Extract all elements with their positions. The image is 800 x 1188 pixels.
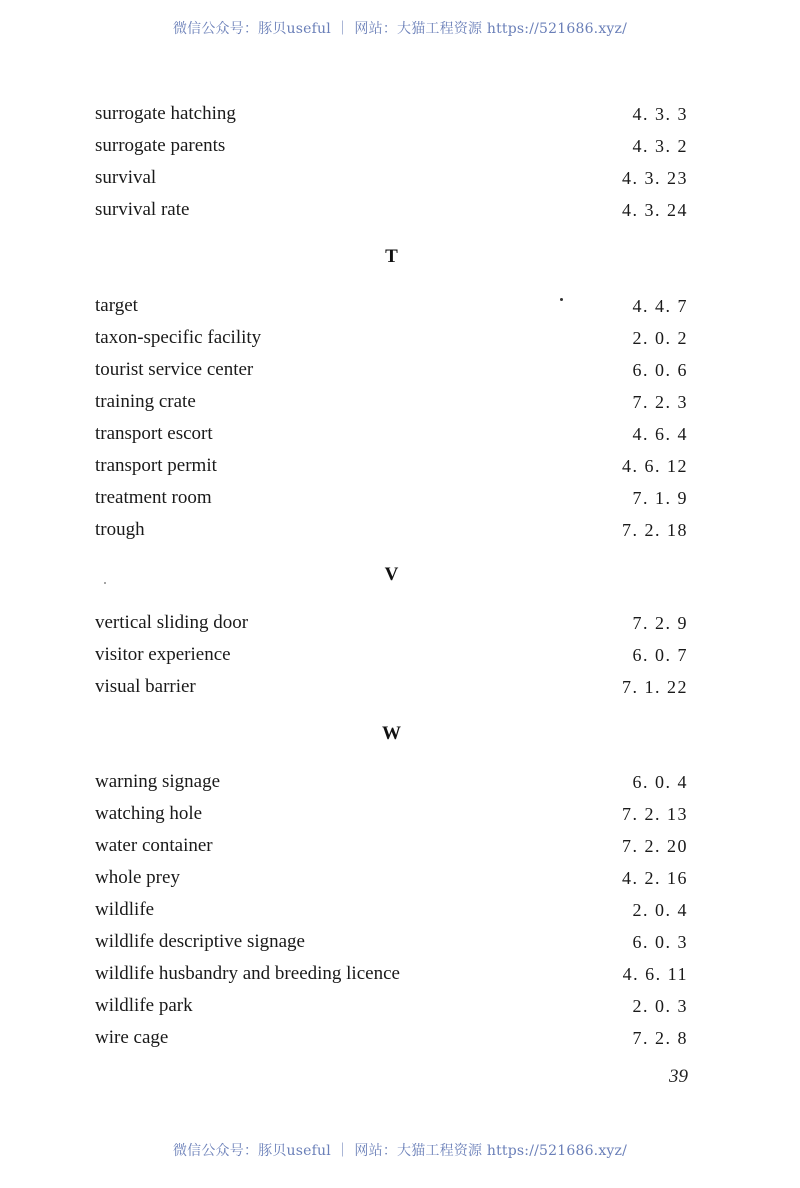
index-ref: 2. 0. 4	[632, 900, 688, 920]
index-entry	[95, 322, 688, 354]
index-ref: 6. 0. 3	[632, 932, 688, 952]
index-entry	[95, 766, 688, 798]
page-number: 39	[669, 1066, 688, 1087]
index-term: surrogate parents	[95, 135, 226, 156]
index-term: tourist service center	[95, 359, 254, 380]
index-term: survival	[95, 167, 157, 188]
index-term: treatment room	[95, 487, 212, 508]
index-term: trough	[95, 519, 145, 540]
index-term: wildlife husbandry and breeding licence	[95, 963, 400, 984]
section-letter-heading: V	[384, 564, 399, 585]
watermark-top: 微信公众号：豚贝useful ｜ 网站：大猫工程资源 https://521686.xyz/	[172, 21, 628, 37]
index-entry	[95, 798, 688, 830]
index-ref: 6. 0. 4	[632, 772, 688, 792]
index-term: warning signage	[95, 771, 221, 792]
scan-speck	[560, 298, 563, 301]
index-entry	[95, 162, 688, 194]
index-entry	[95, 894, 688, 926]
index-entry	[95, 386, 688, 418]
index-entry	[95, 958, 688, 990]
section-letter-heading: T	[385, 246, 398, 267]
index-entry	[95, 514, 688, 546]
index-entry	[95, 639, 688, 671]
index-entry	[95, 830, 688, 862]
index-ref: 2. 0. 2	[632, 328, 688, 348]
index-term: vertical sliding door	[95, 612, 249, 633]
index-term: transport permit	[95, 455, 217, 476]
index-ref: 4. 6. 4	[632, 424, 688, 444]
index-term: visual barrier	[95, 676, 196, 697]
index-entry	[95, 607, 688, 639]
index-term: wildlife descriptive signage	[95, 931, 305, 952]
index-term: wildlife	[95, 899, 155, 920]
index-term: visitor experience	[95, 644, 231, 665]
index-entry	[95, 862, 688, 894]
index-entry	[95, 1022, 688, 1054]
index-ref: 4. 4. 7	[632, 296, 688, 316]
index-term: water container	[95, 835, 213, 856]
index-ref: 4. 3. 2	[632, 136, 688, 156]
index-ref: 4. 3. 24	[622, 200, 688, 220]
index-ref: 7. 2. 8	[632, 1028, 688, 1048]
index-ref: 6. 0. 7	[632, 645, 688, 665]
index-term: target	[95, 295, 138, 316]
index-ref: 6. 0. 6	[632, 360, 688, 380]
index-ref: 4. 3. 3	[632, 104, 688, 124]
index-ref: 7. 2. 18	[622, 520, 688, 540]
index-ref: 4. 2. 16	[622, 868, 688, 888]
index-entry	[95, 450, 688, 482]
index-ref: 7. 2. 13	[622, 804, 688, 824]
index-term: transport escort	[95, 423, 213, 444]
index-term: training crate	[95, 391, 196, 412]
index-entry	[95, 290, 688, 322]
index-term: surrogate hatching	[95, 103, 236, 124]
index-term: taxon-specific facility	[95, 327, 262, 348]
index-term: whole prey	[95, 867, 180, 888]
index-ref: 7. 2. 20	[622, 836, 688, 856]
index-ref: 2. 0. 3	[632, 996, 688, 1016]
index-entry	[95, 926, 688, 958]
index-ref: 7. 2. 3	[632, 392, 688, 412]
index-ref: 7. 2. 9	[632, 613, 688, 633]
index-ref: 7. 1. 9	[632, 488, 688, 508]
scan-speck	[104, 582, 106, 584]
index-ref: 7. 1. 22	[622, 677, 688, 697]
watermark-bottom: 微信公众号：豚贝useful ｜ 网站：大猫工程资源 https://521686.xyz/	[172, 1143, 628, 1159]
index-entry	[95, 990, 688, 1022]
index-term: wire cage	[95, 1027, 169, 1048]
index-entry	[95, 130, 688, 162]
index-entry	[95, 98, 688, 130]
index-term: survival rate	[95, 199, 190, 220]
section-letter-heading: W	[382, 723, 401, 744]
index-entry	[95, 418, 688, 450]
index-entry	[95, 194, 688, 226]
index-entry	[95, 482, 688, 514]
index-ref: 4. 3. 23	[622, 168, 688, 188]
index-entry	[95, 671, 688, 703]
index-entry	[95, 354, 688, 386]
index-ref: 4. 6. 11	[622, 964, 688, 984]
index-term: wildlife park	[95, 995, 193, 1016]
index-ref: 4. 6. 12	[622, 456, 688, 476]
index-term: watching hole	[95, 803, 203, 824]
